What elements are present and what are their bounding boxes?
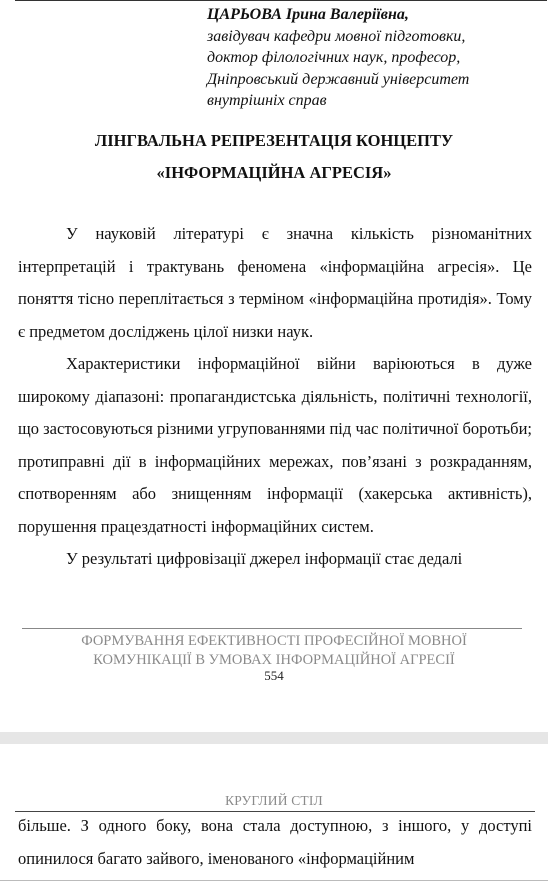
article-title-line-1: ЛІНГВАЛЬНА РЕПРЕЗЕНТАЦІЯ КОНЦЕПТУ xyxy=(94,131,454,150)
author-institution: Дніпровський державний університет xyxy=(207,70,470,88)
author-block xyxy=(207,4,537,112)
author-institution-cont: внутрішніх справ xyxy=(207,92,327,110)
paragraph-3: У результаті цифровізації джерел інформації стає дедалі xyxy=(66,549,463,568)
bottom-rule xyxy=(0,880,548,881)
footer-rule xyxy=(22,628,522,629)
page-separator xyxy=(0,732,548,744)
footer-line-1: ФОРМУВАННЯ ЕФЕКТИВНОСТІ ПРОФЕСІЙНОЇ МОВНОЇ xyxy=(81,633,467,649)
page-number: 554 xyxy=(264,668,284,683)
page-top-rule xyxy=(15,0,547,1)
author-position: завідувач кафедри мовної підготовки, xyxy=(207,27,466,45)
paragraph-1: У науковій літературі є значна кількість різноманітних інтерпретацій і трактувань феномена «інформаційна агресія». Це поняття тісно переплітається з терміном «інформаційна протидія». Тому є предметом досліджень цілої низки наук. xyxy=(18,224,532,341)
author-degree: доктор філологічних наук, професор, xyxy=(207,49,461,67)
author-name: ЦАРЬОВА Ірина Валеріївна, xyxy=(207,6,409,23)
paragraph-2: Характеристики інформаційної війни варіюються в дуже широкому діапазоні: пропагандистська діяльність, політичні технології, що застосовуються різними угрупованнями під час політичної боротьби; протиправні дії в інформаційних мережах, пов’язані з розкраданням, спотворенням або знищенням інформації (хакерська активність), порушення працездатності інформаційних систем. xyxy=(18,354,532,536)
running-footer xyxy=(0,632,548,670)
running-header: КРУГЛИЙ СТІЛ xyxy=(225,793,323,808)
footer-line-2: КОМУНІКАЦІЇ В УМОВАХ ІНФОРМАЦІЙНОЇ АГРЕСІЇ xyxy=(93,652,455,668)
article-body xyxy=(18,218,532,576)
next-page-body xyxy=(18,810,532,875)
article-title-line-2: «ІНФОРМАЦІЙНА АГРЕСІЯ» xyxy=(156,163,392,182)
continued-paragraph: більше. З одного боку, вона стала доступною, з іншого, у доступі опинилося багато зайвого, іменованого «інформаційним xyxy=(18,816,532,868)
